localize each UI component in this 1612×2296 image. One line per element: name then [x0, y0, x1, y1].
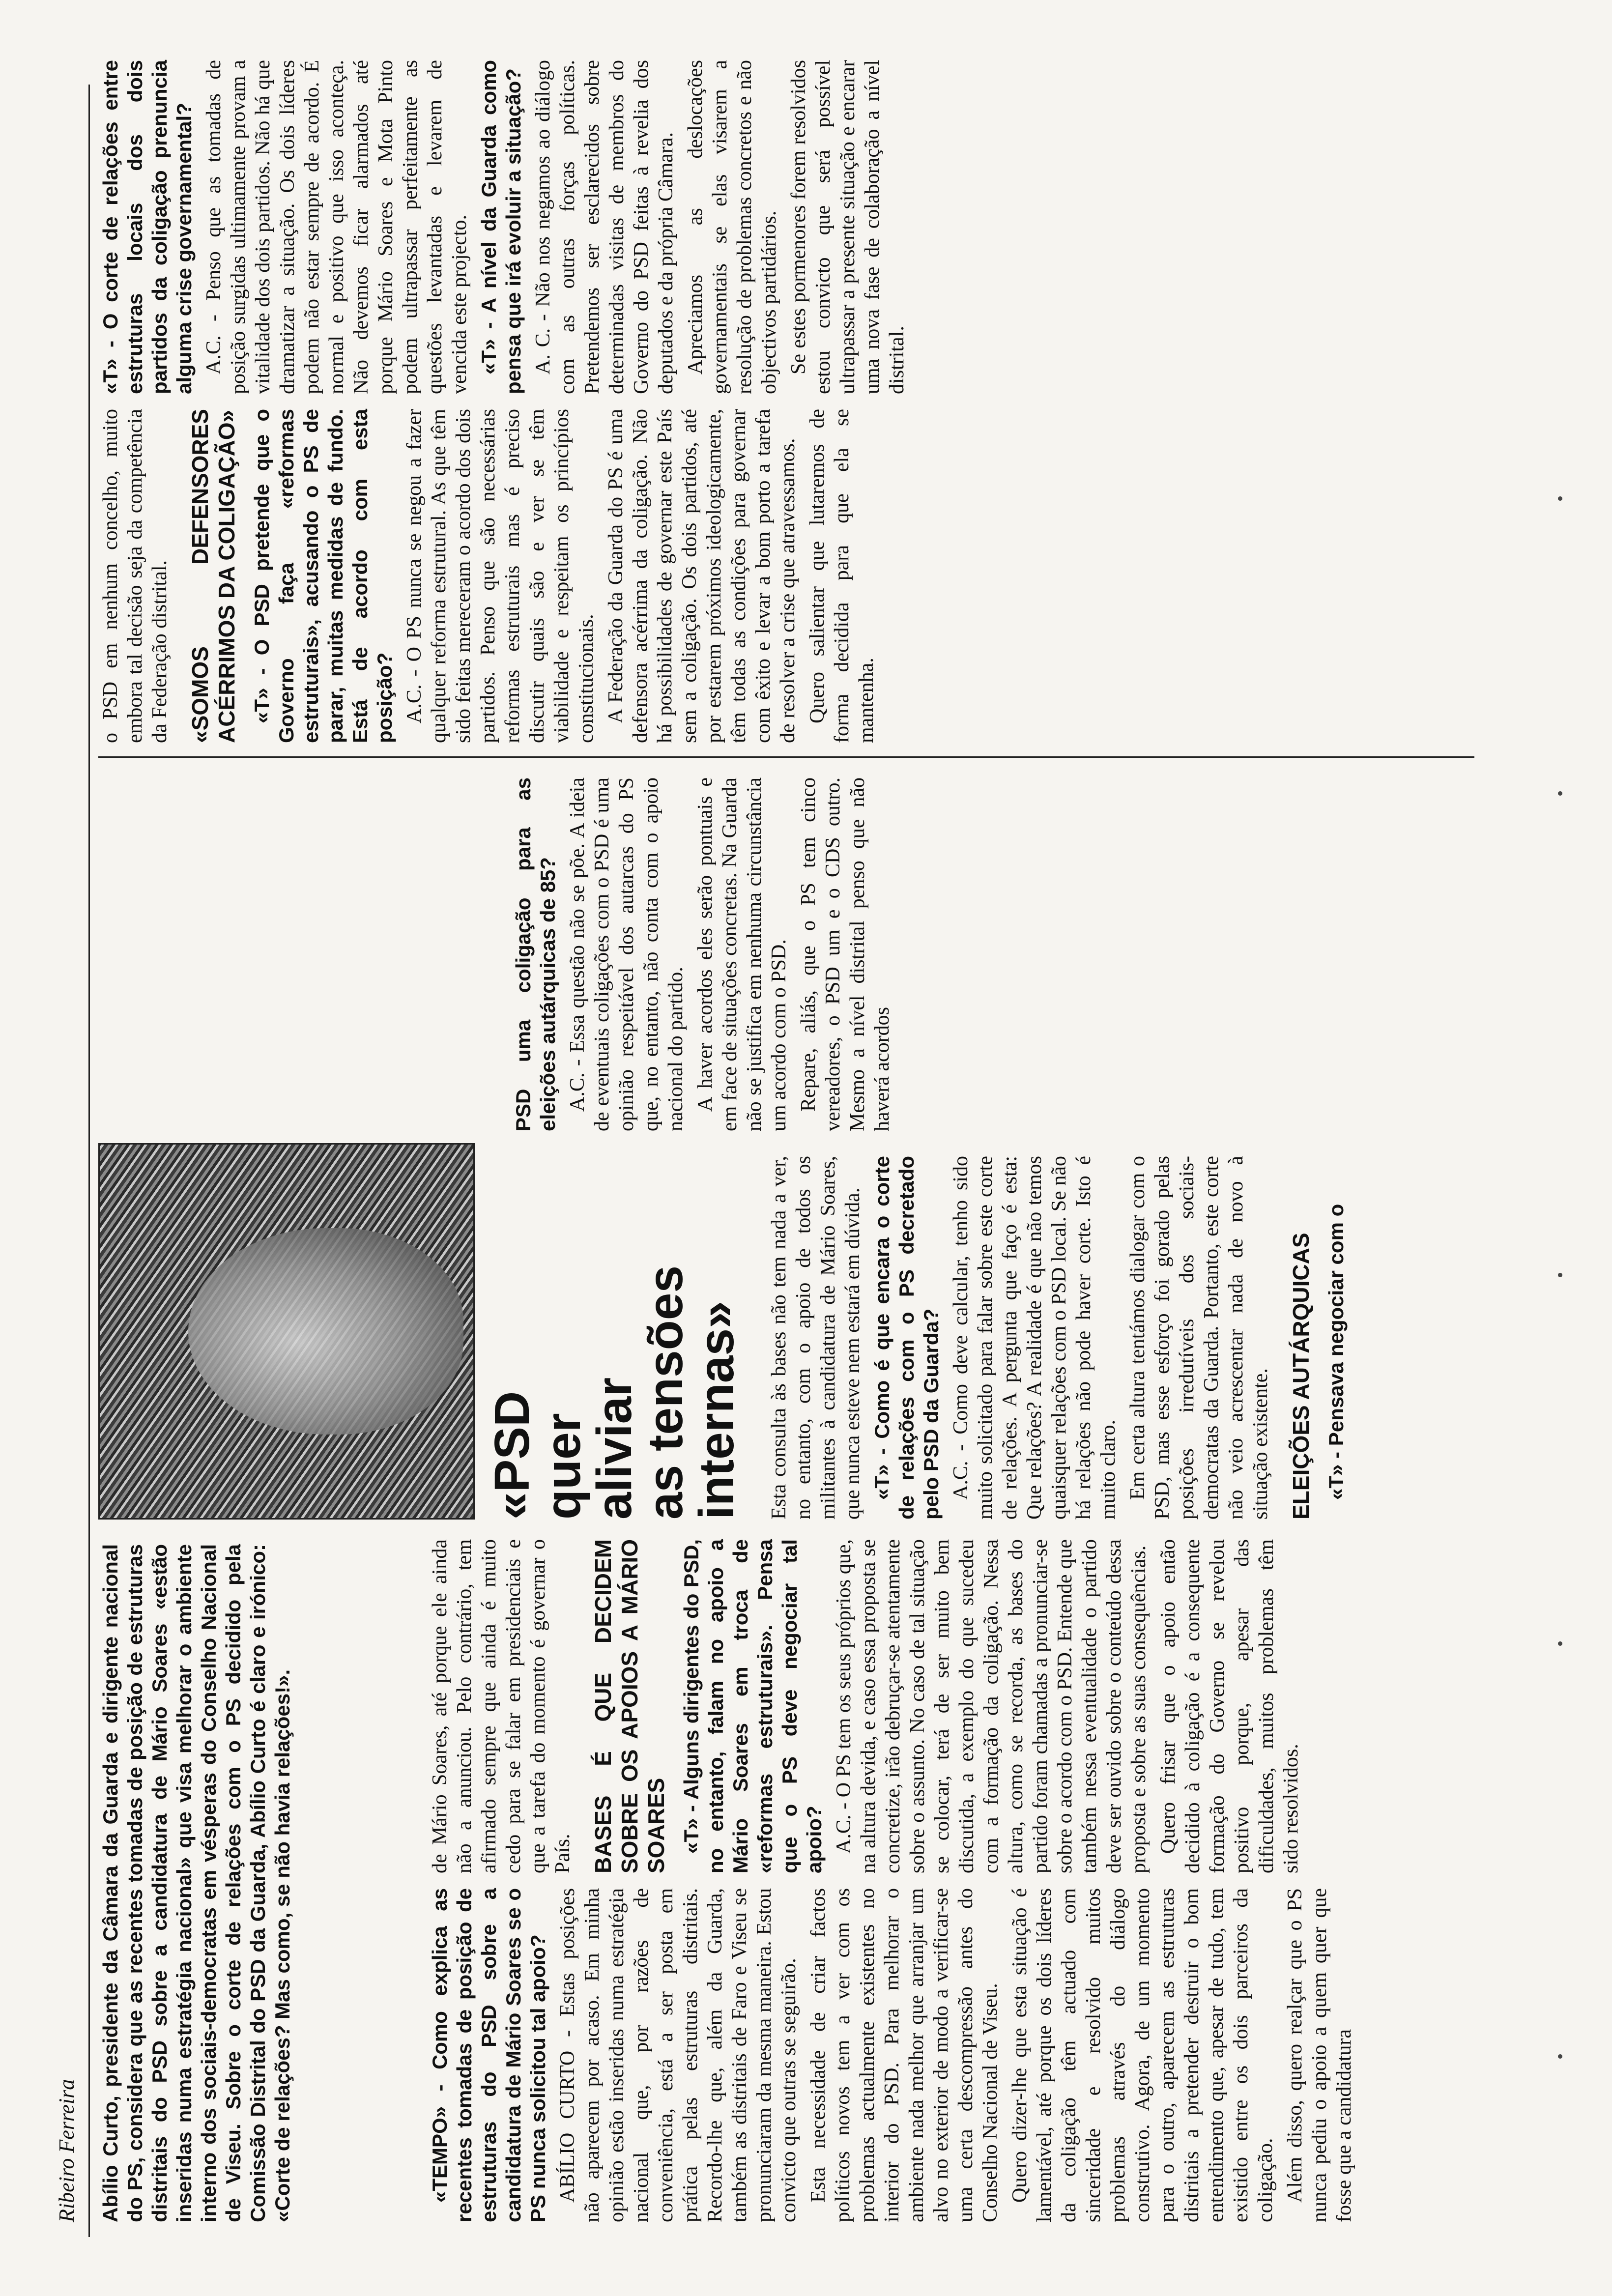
- body-paragraph: A.C. - Como deve calcular, tenho sido muito solicitado para falar sobre este corte de relações. A pergunta que faço é esta: Que relações? A realidade é que não temos quaisquer relações com o PSD local. Se não há relações não pode haver corte. Isto é muito claro.: [950, 1156, 1120, 1520]
- body-paragraph: Esta necessidade de criar factos políticos novos tem a ver com os problemas actualmente existentes no interior do PSD. Para melhorar o ambiente nada melhor que arranjar um alvo no exterior de modo a verificar-se uma certa descompressão antes do Conselho Nacional de Viseu.: [807, 1888, 1002, 2222]
- column-6: [98, 60, 914, 394]
- section-subheading: BASES É QUE DECIDEM SOBRE OS APOIOS A MÁRIO SOARES: [590, 1539, 669, 1873]
- headline: [487, 1146, 742, 1520]
- margin-dot: [1558, 1641, 1562, 1646]
- body-paragraph: Em certa altura tentámos dialogar com o PSD, mas esse esforço foi gorado pelas posições irredutíveis dos sociais-democratas da Guarda. Portanto, este corte não veio acrescentar nada de novo à situação existente.: [1126, 1156, 1272, 1520]
- column-rule: [98, 756, 1474, 758]
- section-subheading: «SOMOS DEFENSORES ACÉRRIMOS DA COLIGAÇÃO»: [187, 409, 239, 743]
- body-paragraph: Quero frisar que o apoio então decidido à coligação é a consequente formação do Governo se revelou positivo porque, apesar das dificuldades, muitos problemas têm sido resolvidos.: [1157, 1539, 1302, 1873]
- body-paragraph: ABÍLIO CURTO - Estas posições não aparecem por acaso. Em minha opinião estão inseridas numa estratégia nacional que, por razões de conveniência, está a ser posta em prática pelas estruturas distritais. Recordo-lhe que, além da Guarda, também as distritais de Faro e Viseu se pronunciaram da mesma maneira. Estou convicto que outras se seguirão.: [556, 1888, 800, 2222]
- article-lead: Abílio Curto, presidente da Câmara da Guarda e dirigente nacional do PS, considera que as recentes tomadas de posição de estruturas distritais do PSD sobre a candidatura de Mário Soares «estão inseridas numa estratégia nacional» que visa melhorar o ambiente interno dos sociais-democratas em vésperas do Conselho Nacional de Viseu. Sobre o corte de relações com o PS decidido pela Comissão Distrital do PSD da Guarda, Abílio Curto é claro e irónico: «Corte de relações? Mas como, se não havia relações!».: [99, 1544, 294, 2222]
- headline-line: as tensões: [638, 1265, 693, 1520]
- body-paragraph: A.C. - O PS tem os seus próprios que, na altura devida, e caso essa proposta se concretize, irão debruçar-se atentamente sobre o assunto. No caso de tal situação se colocar, terá de ser muito bem discutida, a exemplo do que sucedeu com a formação da coligação. Nessa altura, como se recorda, as bases do partido foram chamadas a pronunciar-se sobre o acordo com o PSD. Entende que também nessa eventualidade o partido deve ser ouvido sobre o conteúdo dessa proposta e sobre as suas consequências.: [833, 1539, 1150, 1873]
- column-4: [511, 777, 899, 1131]
- body-paragraph: A haver acordos eles serão pontuais e em face de situações concretas. Na Guarda não se justifica em nenhuma circunstância um acordo com o PSD.: [694, 777, 790, 1131]
- column-3: [767, 1156, 1353, 1520]
- body-paragraph: Apreciamos as deslocações governamentais se elas visarem a resolução de problemas concretos e não objectivos partidários.: [684, 60, 780, 394]
- interview-question: PSD uma coligação para as eleições autárquicas de 85?: [512, 777, 559, 1131]
- interview-question: «T» - O corte de relações entre estruturas locais dos dois partidos da coligação prenuncia alguma crise governamental?: [99, 60, 196, 394]
- margin-dot: [1558, 791, 1562, 796]
- interview-question: «T» - O PSD pretende que o Governo faça «reformas estruturais», acusando o PS de parar, muitas medidas de fundo. Está de acordo com esta posição?: [250, 409, 396, 743]
- margin-dot: [1558, 1273, 1562, 1277]
- body-paragraph: Quero salientar que lutaremos de forma decidida para que ela se mantenha.: [806, 409, 878, 743]
- interview-question: «TEMPO» - Como explica as recentes tomadas de posição de estruturas do PSD sobre a candidatura de Mário Soares se o PS nunca solicitou tal apoio?: [428, 1888, 549, 2222]
- column-2: [428, 1539, 1308, 1873]
- margin-dot: [1558, 2054, 1562, 2059]
- column-5: [98, 409, 884, 743]
- body-paragraph: A.C. - Essa questão não se põe. A ideia de eventuais coligações com o PSD é uma opinião respeitável dos autarcas do PS que, no entanto, não conta com o apoio nacional do partido.: [566, 777, 687, 1131]
- body-paragraph: Além disso, quero realçar que o PS nunca pediu o apoio a quem quer que fosse que a candidatura: [1284, 1888, 1355, 2222]
- body-paragraph: Esta consulta às bases não tem nada a ver, no entanto, com o apoio de todos os militantes à candidatura de Mário Soares, que nunca esteve nem estará em dúvida.: [768, 1156, 864, 1520]
- interview-question: «T» - A nível da Guarda como pensa que irá evoluir a situação?: [477, 60, 525, 394]
- headline-line: quer: [536, 1413, 591, 1520]
- body-paragraph: de Mário Soares, até porque ele ainda não a anunciou. Pelo contrário, tem afirmado sempre que ainda é muito cedo para se falar em presidenciais e que a tarefa do momento é governar o País.: [429, 1539, 574, 1873]
- body-paragraph: A. C. - Não nos negamos ao diálogo com as outras forças políticas. Pretendemos ser esclarecidos sobre determinadas visitas de membros do Governo do PSD feitas à revelia dos deputados e da própria Câmara.: [532, 60, 677, 394]
- portrait-face: [188, 1228, 463, 1435]
- body-paragraph: Quero dizer-lhe que esta situação é lamentável, até porque os dois líderes da coligação têm actuado com sinceridade e resolvido muitos problemas através do diálogo construtivo. Agora, de um momento para o outro, aparecem as estruturas distritais a pretender destruir o bom entendimento que, apesar de tudo, tem existido entre os dois parceiros da coligação.: [1008, 1888, 1277, 2222]
- header-rule: [88, 85, 90, 2237]
- interview-question: «T» - Alguns dirigentes do PSD, no entanto, falam no apoio a Mário Soares em troca de «reformas estruturais». Pensa que o PS deve negociar tal apoio?: [680, 1539, 826, 1873]
- section-subheading: ELEIÇÕES AUTÁRQUICAS: [1288, 1233, 1314, 1520]
- body-paragraph: A.C. - Penso que as tomadas de posição surgidas ultimamente provam a vitalidade dos dois partidos. Não há que dramatizar a situação. Os dois líderes podem não estar sempre de acordo. É normal e positivo que isso aconteça. Não devemos ficar alarmados até porque Mário Soares e Mota Pinto podem ultrapassar perfeitamente as questões levantadas e levarem de vencida este projecto.: [202, 60, 471, 394]
- headline-line: «PSD: [485, 1391, 540, 1520]
- column-1: [428, 1888, 1361, 2222]
- interview-question: «T» - Pensava negociar com o: [1324, 1204, 1348, 1500]
- body-paragraph: A Federação da Guarda do PS é uma defensora acérrima da coligação. Não há possibilidades de governar este País sem a coligação. Os dois partidos, até por estarem próximos ideologicamente, têm todas as condições para governar com êxito e levar a bom porto a tarefa de resolver a crise que atravessamos.: [604, 409, 799, 743]
- margin-dot: [1558, 496, 1562, 501]
- portrait-photo: [98, 1143, 475, 1520]
- body-paragraph: o PSD em nenhum concelho, muito embora tal decisão seja da competência da Federação distrital.: [99, 409, 171, 743]
- body-paragraph: Repare, aliás, que o PS tem cinco vereadores, o PSD um e o CDS outro. Mesmo a nível distrital penso que não haverá acordos: [797, 777, 893, 1131]
- interview-question: «T» - Como é que encara o corte de relações com o PS decretado pelo PSD da Guarda?: [870, 1156, 943, 1520]
- body-paragraph: A.C. - O PS nunca se negou a fazer qualquer reforma estrutural. As que têm sido feitas mereceram o acordo dos dois partidos. Penso que são necessárias reformas estruturais mas é preciso discutir quais são e ver se têm viabilidade e respeitam os princípios constitucionais.: [403, 409, 598, 743]
- headline-line: internas»: [689, 1301, 744, 1520]
- headline-line: aliviar: [587, 1377, 642, 1520]
- body-paragraph: Se estes pormenores forem resolvidos estou convicto que será possível ultrapassar a presente situação e encarar uma nova fase de colaboração a nível distrital.: [787, 60, 908, 394]
- byline: Ribeiro Ferreira: [55, 2079, 79, 2222]
